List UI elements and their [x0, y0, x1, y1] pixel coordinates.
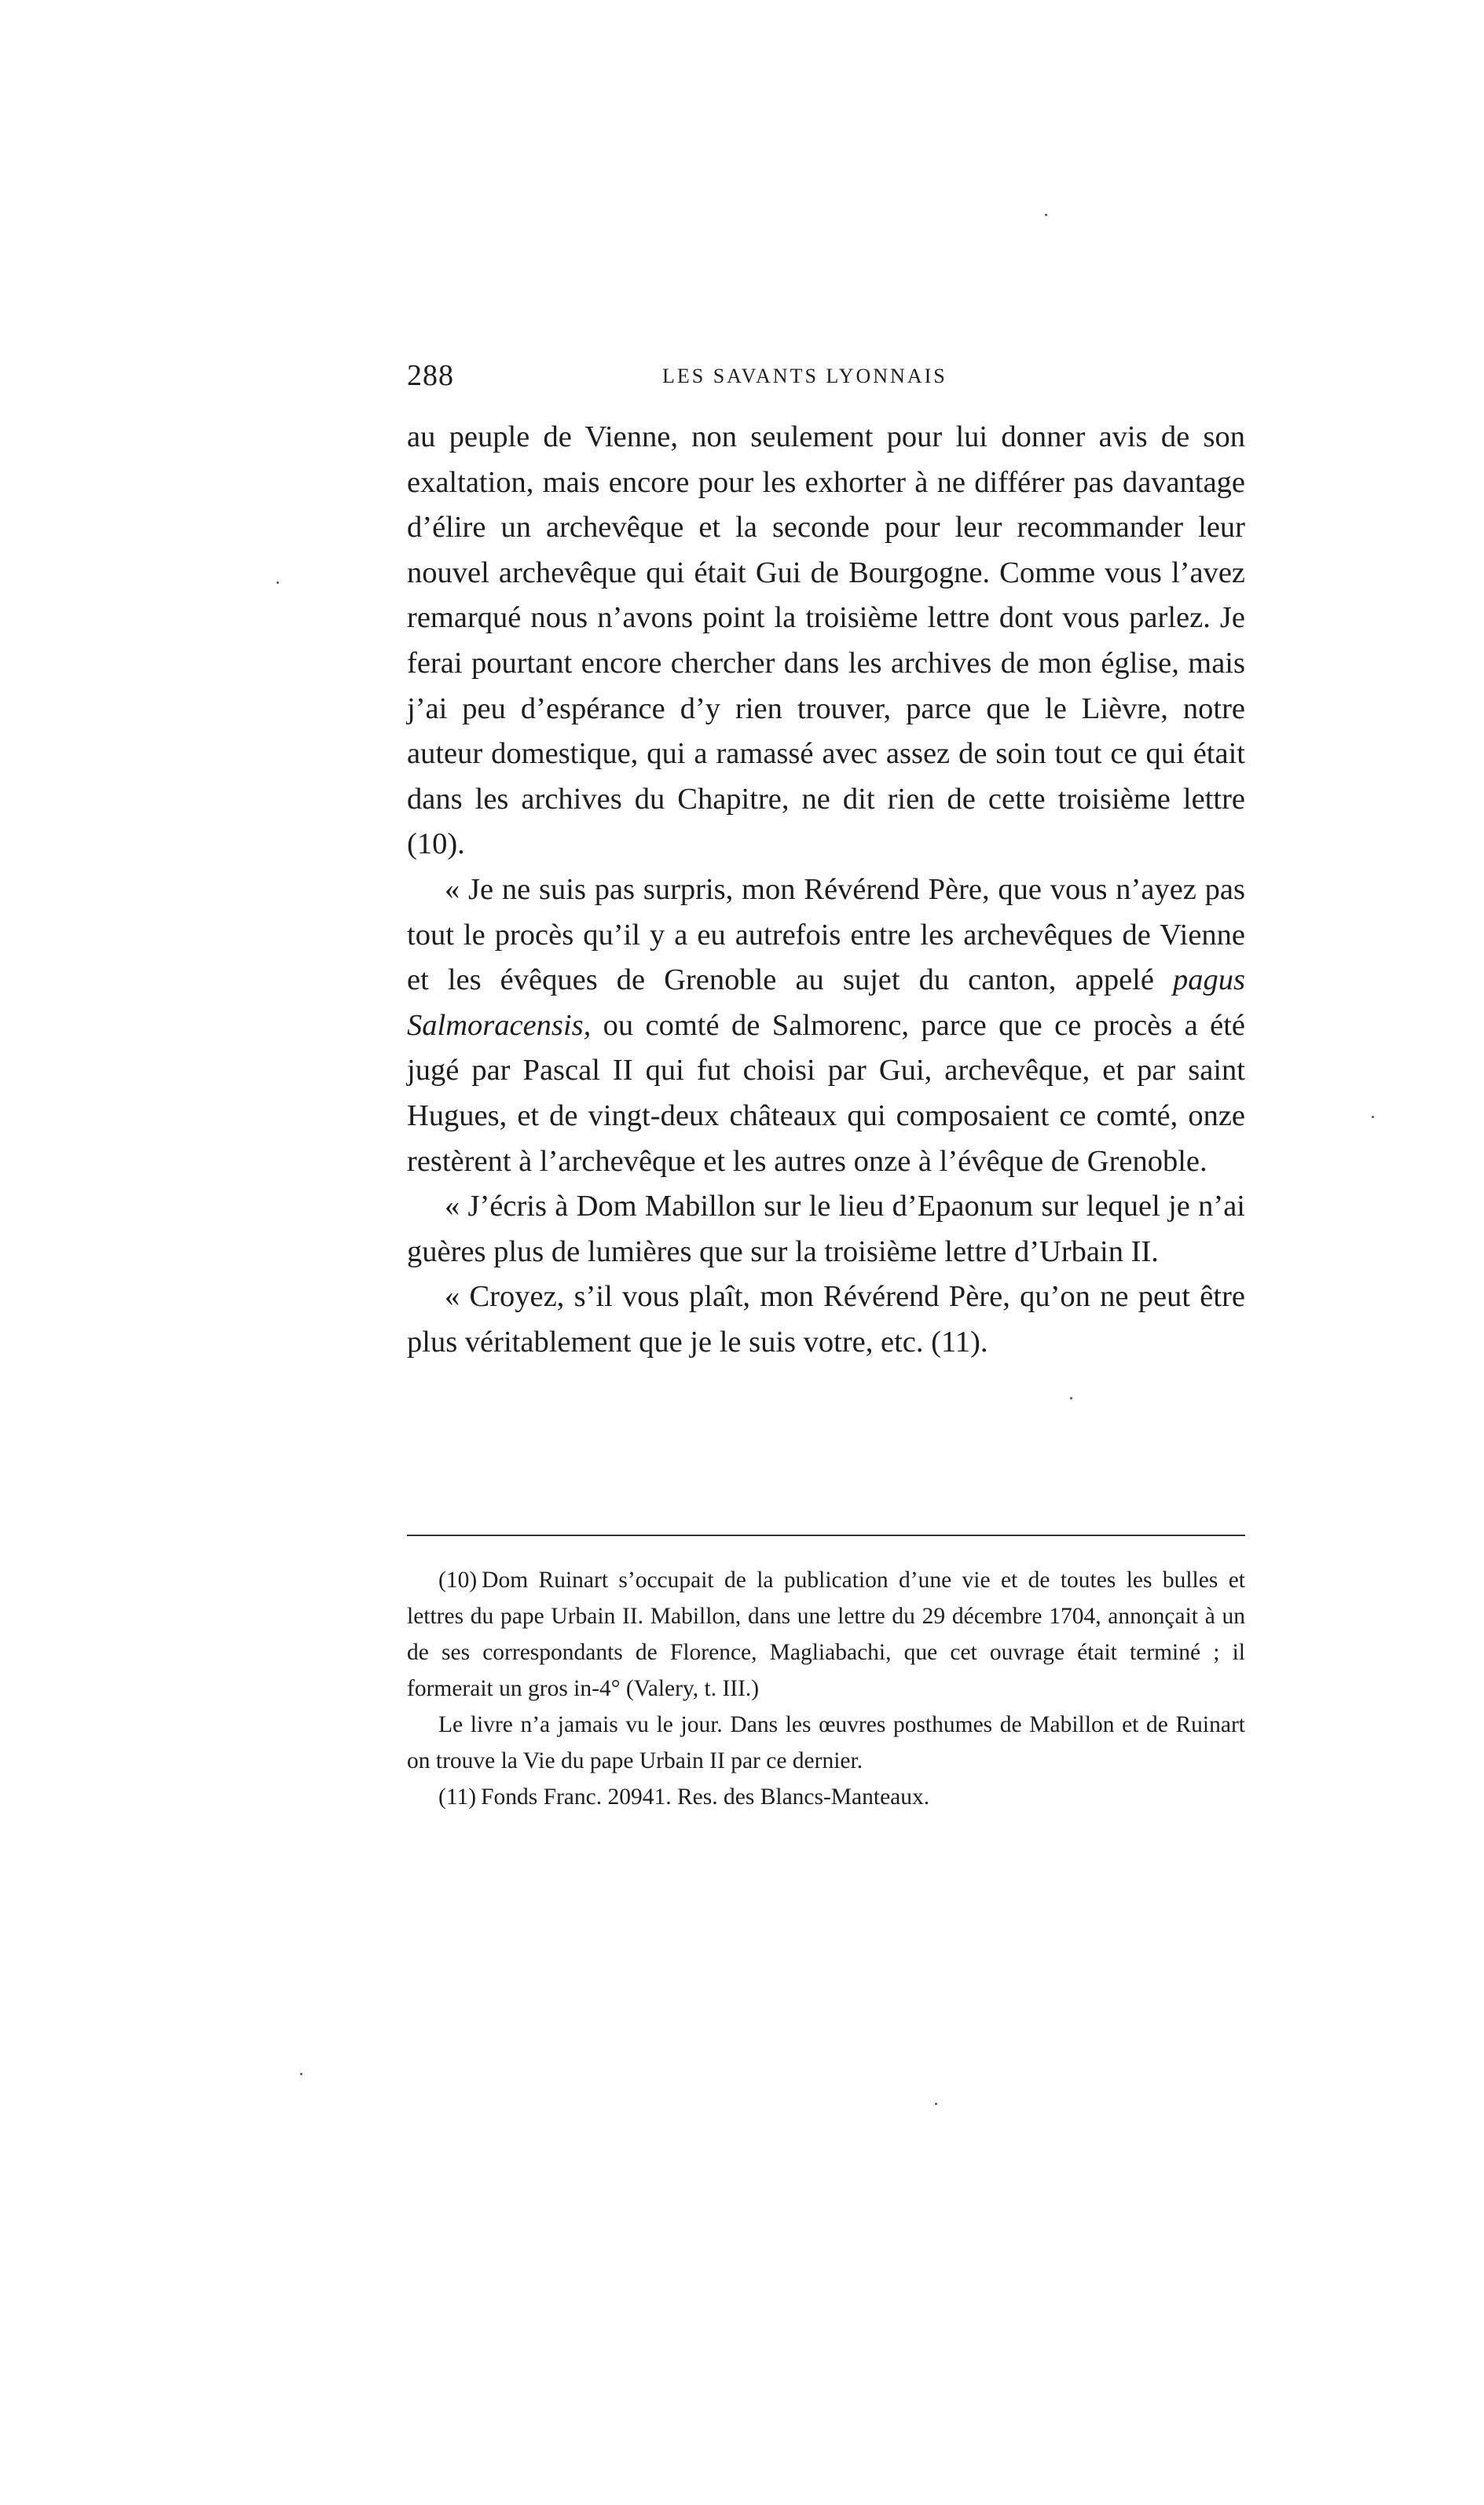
paragraph-quote-mabillon: « J’écris à Dom Mabillon sur le lieu d’Epaonum sur lequel je n’ai guères plus de lumières que sur la troisième lettre d’Urbain II.: [407, 1190, 1245, 1268]
scan-speck: [1372, 1116, 1374, 1118]
scan-speck: [1070, 1397, 1072, 1399]
scan-speck: [1045, 214, 1047, 216]
scan-speck: [935, 2103, 937, 2105]
paragraph-quote-proces: [407, 867, 1245, 1184]
footnote-10-label: (10): [438, 1568, 478, 1593]
running-title: LES SAVANTS LYONNAIS: [662, 365, 947, 387]
scan-speck: [277, 581, 279, 584]
footnote-10-continuation: Le livre n’a jamais vu le jour. Dans les œuvres posthumes de Mabillon et de Ruinart on trouve la Vie du pape Urbain II par ce dernier.: [407, 1712, 1245, 1773]
scan-speck: [300, 2073, 302, 2075]
footnotes: [407, 1562, 1245, 1815]
page-number: 288: [407, 359, 454, 392]
footnote-11-text: Fonds Franc. 20941. Res. des Blancs-Manteaux.: [481, 1784, 930, 1810]
running-head: [407, 358, 1245, 405]
footnote-separator: [407, 1535, 1245, 1536]
paragraph-continuation: au peuple de Vienne, non seulement pour lui donner avis de son exaltation, mais encore pour les exhorter à ne différer pas davantage d’élire un archevêque et la seconde pour leur recommander leur nouvel archevêque qui était Gui de Bourgogne. Comme vous l’avez remarqué nous n’avons point la troisième lettre dont vous parlez. Je ferai pourtant encore chercher dans les archives de mon église, mais j’ai peu d’espérance d’y rien trouver, parce que le Lièvre, notre auteur domestique, qui a ramassé avec assez de soin tout ce qui était dans les archives du Chapitre, ne dit rien de cette troisième lettre (10).: [407, 420, 1245, 861]
footnote-10: [407, 1562, 1245, 1707]
paragraph-text-start: « Je ne suis pas surpris, mon Révérend Père, que vous n’ayez pas tout le procès qu’il y a eu autrefois entre les archevêques de Vienne et les évêques de Grenoble au sujet du canton, appelé: [407, 872, 1245, 997]
paragraph-quote-closing: « Croyez, s’il vous plaît, mon Révérend Père, qu’on ne peut être plus véritablement que je le suis votre, etc. (11).: [407, 1280, 1245, 1359]
footnote-11-label: (11): [438, 1784, 477, 1810]
footnote-11: [407, 1779, 1245, 1815]
paragraph-text-end: ou comté de Salmorenc, parce que ce procès a été jugé par Pascal II qui fut choisi par Gui, archevêque, et par saint Hugues, et de vingt-deux châteaux qui composaient ce comté, onze restèrent à l’archevêque et les autres onze à l’évêque de Grenoble.: [407, 1008, 1245, 1178]
footnote-10-text: Dom Ruinart s’occupait de la publication d’une vie et de toutes les bulles et lettres du pape Urbain II. Mabillon, dans une lettre du 29 décembre 1704, annonçait à un de ses correspondants de Florence, Magliabachi, que cet ouvrage était terminé ; il formerait un gros in-4° (Valery, t. III.): [407, 1568, 1245, 1701]
main-text: [407, 415, 1245, 1365]
latin-term: pagus Salmoracensis,: [407, 963, 1245, 1042]
